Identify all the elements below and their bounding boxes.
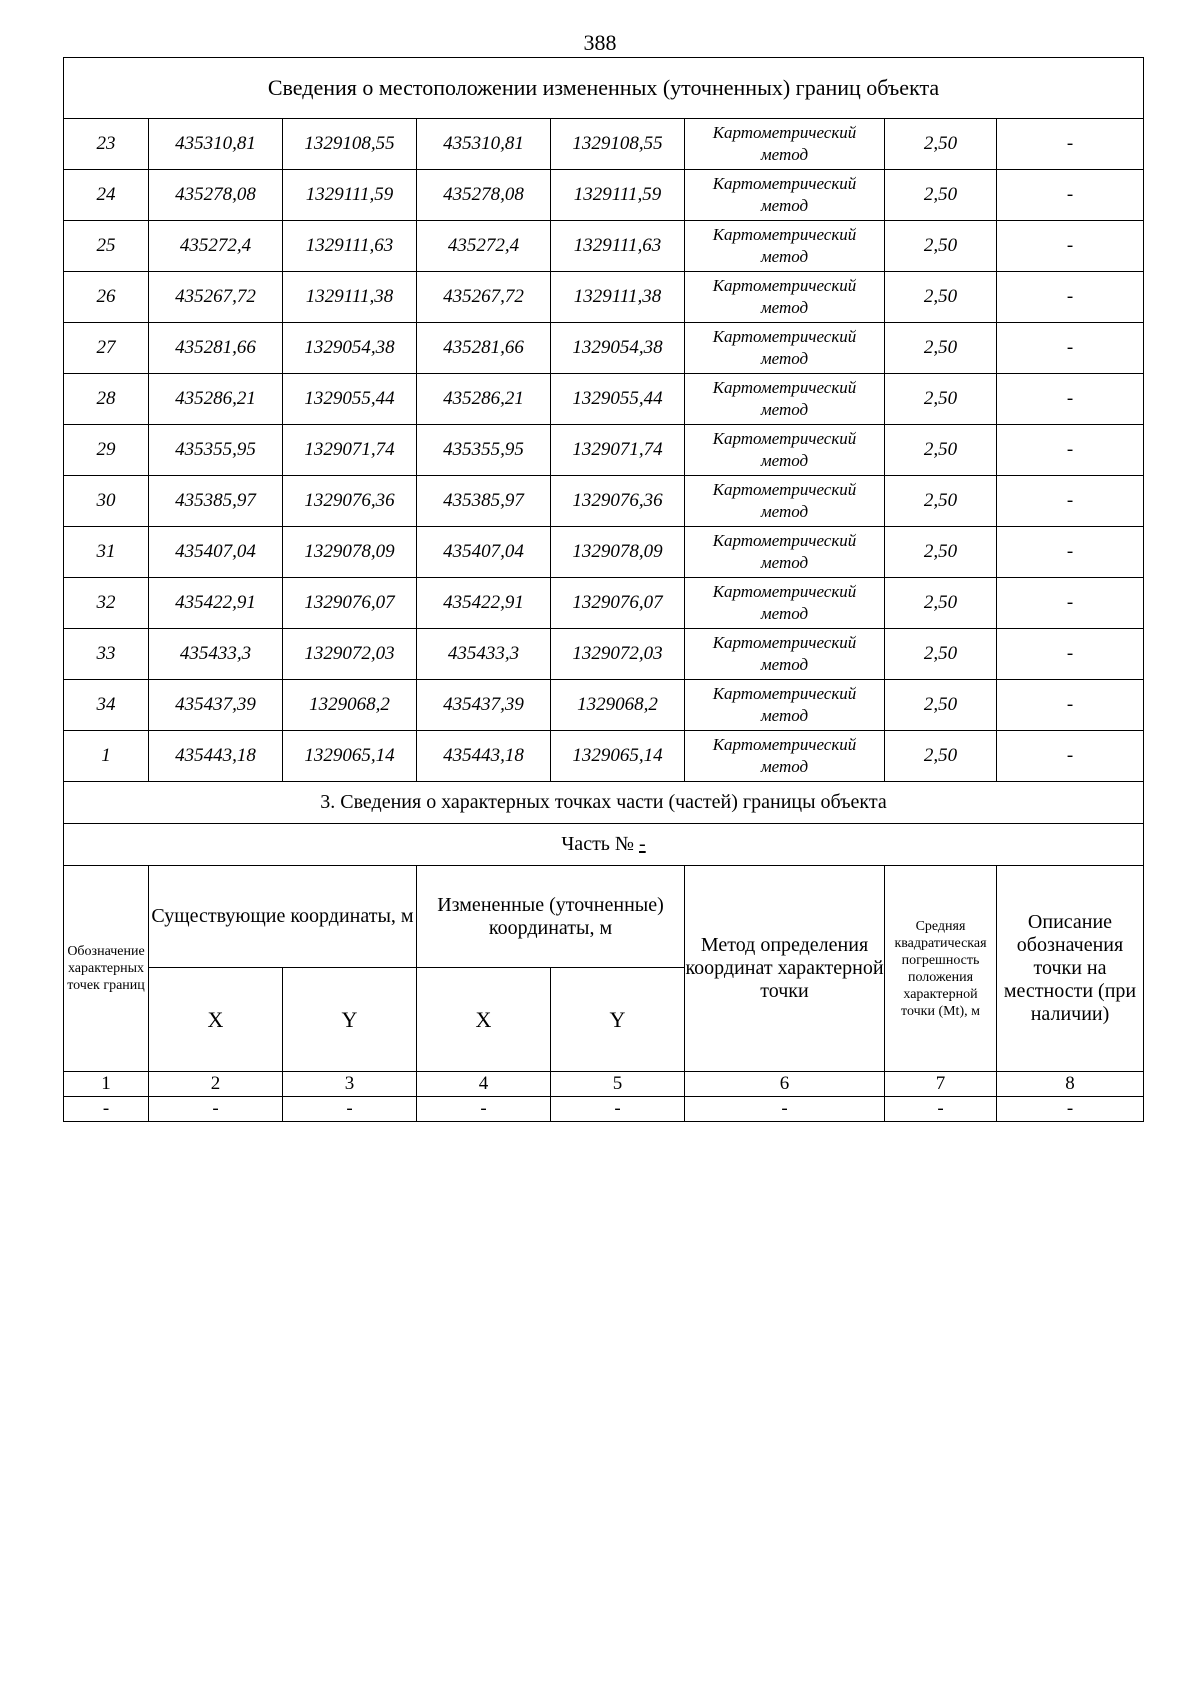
description-cell: - (997, 221, 1144, 272)
header-existing-coords: Существующие координаты, м (149, 866, 417, 968)
column-number-cell: 4 (417, 1072, 551, 1097)
boundary-table (63, 57, 1144, 1122)
description-cell: - (997, 680, 1144, 731)
empty-cell: - (685, 1097, 885, 1122)
method-line: Картометрический (712, 327, 857, 346)
method-line: метод (760, 553, 809, 572)
y-changed-cell: 1329065,14 (551, 731, 685, 782)
x-changed-cell: 435267,72 (417, 272, 551, 323)
table-row (64, 527, 1144, 578)
header-x-changed: X (417, 968, 551, 1072)
mt-cell: 2,50 (885, 170, 997, 221)
x-existing-cell: 435355,95 (149, 425, 283, 476)
y-existing-cell: 1329078,09 (283, 527, 417, 578)
method-line: метод (760, 502, 809, 521)
y-changed-cell: 1329078,09 (551, 527, 685, 578)
method-line: Картометрический (712, 531, 857, 550)
point-cell: 23 (64, 119, 149, 170)
y-changed-cell: 1329076,07 (551, 578, 685, 629)
x-changed-cell: 435443,18 (417, 731, 551, 782)
header-method: Метод определения координат характерной точки (685, 866, 885, 1072)
header-changed-coords: Измененные (уточненные) координаты, м (417, 866, 685, 968)
column-number-row (64, 1072, 1144, 1097)
method-line: метод (760, 298, 809, 317)
point-cell: 24 (64, 170, 149, 221)
mt-cell: 2,50 (885, 374, 997, 425)
x-existing-cell: 435385,97 (149, 476, 283, 527)
table-row (64, 272, 1144, 323)
method-line: Картометрический (712, 276, 857, 295)
mt-cell: 2,50 (885, 272, 997, 323)
header-y-existing: Y (283, 968, 417, 1072)
point-cell: 32 (64, 578, 149, 629)
method-line: метод (760, 706, 809, 725)
x-changed-cell: 435310,81 (417, 119, 551, 170)
method-line: Картометрический (712, 225, 857, 244)
table-title-row (64, 58, 1144, 119)
x-changed-cell: 435437,39 (417, 680, 551, 731)
method-cell (685, 170, 885, 221)
x-existing-cell: 435310,81 (149, 119, 283, 170)
column-number-cell: 1 (64, 1072, 149, 1097)
table-row (64, 170, 1144, 221)
point-cell: 27 (64, 323, 149, 374)
table-row (64, 323, 1144, 374)
method-line: метод (760, 349, 809, 368)
mt-cell: 2,50 (885, 680, 997, 731)
y-existing-cell: 1329065,14 (283, 731, 417, 782)
method-cell (685, 629, 885, 680)
y-existing-cell: 1329108,55 (283, 119, 417, 170)
y-changed-cell: 1329111,63 (551, 221, 685, 272)
point-cell: 30 (64, 476, 149, 527)
x-changed-cell: 435281,66 (417, 323, 551, 374)
y-changed-cell: 1329068,2 (551, 680, 685, 731)
method-line: метод (760, 655, 809, 674)
method-line: метод (760, 247, 809, 266)
x-existing-cell: 435407,04 (149, 527, 283, 578)
x-existing-cell: 435443,18 (149, 731, 283, 782)
method-line: Картометрический (712, 378, 857, 397)
method-cell (685, 578, 885, 629)
mt-cell: 2,50 (885, 629, 997, 680)
method-line: Картометрический (712, 582, 857, 601)
method-line: метод (760, 757, 809, 776)
x-existing-cell: 435433,3 (149, 629, 283, 680)
x-changed-cell: 435433,3 (417, 629, 551, 680)
y-changed-cell: 1329072,03 (551, 629, 685, 680)
column-number-cell: 3 (283, 1072, 417, 1097)
column-number-cell: 5 (551, 1072, 685, 1097)
table-row (64, 578, 1144, 629)
mt-cell: 2,50 (885, 527, 997, 578)
point-cell: 33 (64, 629, 149, 680)
table-row (64, 731, 1144, 782)
y-changed-cell: 1329111,38 (551, 272, 685, 323)
table-row (64, 476, 1144, 527)
column-number-cell: 2 (149, 1072, 283, 1097)
description-cell: - (997, 272, 1144, 323)
x-existing-cell: 435272,4 (149, 221, 283, 272)
point-cell: 28 (64, 374, 149, 425)
part-row (64, 824, 1144, 866)
method-cell (685, 221, 885, 272)
method-line: метод (760, 196, 809, 215)
table-row (64, 629, 1144, 680)
point-cell: 31 (64, 527, 149, 578)
x-changed-cell: 435385,97 (417, 476, 551, 527)
mt-cell: 2,50 (885, 119, 997, 170)
empty-cell: - (997, 1097, 1144, 1122)
x-changed-cell: 435278,08 (417, 170, 551, 221)
column-number-cell: 8 (997, 1072, 1144, 1097)
description-cell: - (997, 374, 1144, 425)
method-line: Картометрический (712, 480, 857, 499)
description-cell: - (997, 476, 1144, 527)
y-existing-cell: 1329111,38 (283, 272, 417, 323)
page-number: 388 (583, 30, 617, 55)
part-label: Часть № (561, 833, 635, 855)
empty-cell: - (64, 1097, 149, 1122)
column-number-cell: 6 (685, 1072, 885, 1097)
y-existing-cell: 1329076,36 (283, 476, 417, 527)
method-line: Картометрический (712, 735, 857, 754)
mt-cell: 2,50 (885, 221, 997, 272)
method-cell (685, 731, 885, 782)
header-point-designation: Обозначение характерных точек границ (64, 866, 149, 1072)
point-cell: 1 (64, 731, 149, 782)
point-cell: 26 (64, 272, 149, 323)
empty-cell: - (149, 1097, 283, 1122)
y-changed-cell: 1329108,55 (551, 119, 685, 170)
header-y-changed: Y (551, 968, 685, 1072)
method-line: Картометрический (712, 684, 857, 703)
table-row (64, 374, 1144, 425)
x-changed-cell: 435407,04 (417, 527, 551, 578)
method-line: Картометрический (712, 429, 857, 448)
x-existing-cell: 435422,91 (149, 578, 283, 629)
header-row (64, 866, 1144, 968)
description-cell: - (997, 731, 1144, 782)
x-existing-cell: 435267,72 (149, 272, 283, 323)
method-line: метод (760, 451, 809, 470)
header-mt: Средняя квадратическая погрешность положения характерной точки (Mt), м (885, 866, 997, 1072)
y-changed-cell: 1329111,59 (551, 170, 685, 221)
part-cell (64, 824, 1144, 866)
empty-cell: - (551, 1097, 685, 1122)
description-cell: - (997, 323, 1144, 374)
x-changed-cell: 435272,4 (417, 221, 551, 272)
y-existing-cell: 1329055,44 (283, 374, 417, 425)
y-changed-cell: 1329054,38 (551, 323, 685, 374)
y-existing-cell: 1329068,2 (283, 680, 417, 731)
point-cell: 34 (64, 680, 149, 731)
y-existing-cell: 1329111,63 (283, 221, 417, 272)
method-line: метод (760, 145, 809, 164)
part-value: - (639, 833, 646, 855)
table-title: Сведения о местоположении измененных (уточненных) границ объекта (64, 58, 1144, 119)
y-existing-cell: 1329111,59 (283, 170, 417, 221)
method-cell (685, 374, 885, 425)
section-title: 3. Сведения о характерных точках части (частей) границы объекта (64, 782, 1144, 824)
mt-cell: 2,50 (885, 425, 997, 476)
table-row (64, 221, 1144, 272)
point-cell: 25 (64, 221, 149, 272)
x-existing-cell: 435286,21 (149, 374, 283, 425)
method-cell (685, 323, 885, 374)
method-line: Картометрический (712, 174, 857, 193)
y-existing-cell: 1329076,07 (283, 578, 417, 629)
x-existing-cell: 435437,39 (149, 680, 283, 731)
method-line: метод (760, 604, 809, 623)
y-changed-cell: 1329055,44 (551, 374, 685, 425)
table-row (64, 119, 1144, 170)
section-title-row (64, 782, 1144, 824)
empty-cell: - (283, 1097, 417, 1122)
description-cell: - (997, 425, 1144, 476)
x-existing-cell: 435278,08 (149, 170, 283, 221)
table-row (64, 425, 1144, 476)
x-changed-cell: 435286,21 (417, 374, 551, 425)
method-line: Картометрический (712, 123, 857, 142)
description-cell: - (997, 578, 1144, 629)
method-cell (685, 119, 885, 170)
method-cell (685, 680, 885, 731)
y-changed-cell: 1329071,74 (551, 425, 685, 476)
header-description: Описание обозначения точки на местности (при наличии) (997, 866, 1144, 1072)
y-existing-cell: 1329072,03 (283, 629, 417, 680)
point-cell: 29 (64, 425, 149, 476)
table-row (64, 680, 1144, 731)
x-existing-cell: 435281,66 (149, 323, 283, 374)
mt-cell: 2,50 (885, 476, 997, 527)
y-changed-cell: 1329076,36 (551, 476, 685, 527)
description-cell: - (997, 170, 1144, 221)
description-cell: - (997, 119, 1144, 170)
x-changed-cell: 435355,95 (417, 425, 551, 476)
description-cell: - (997, 629, 1144, 680)
method-cell (685, 476, 885, 527)
method-line: Картометрический (712, 633, 857, 652)
description-cell: - (997, 527, 1144, 578)
x-changed-cell: 435422,91 (417, 578, 551, 629)
method-cell (685, 425, 885, 476)
method-line: метод (760, 400, 809, 419)
table-row (64, 1097, 1144, 1122)
y-existing-cell: 1329054,38 (283, 323, 417, 374)
header-x-existing: X (149, 968, 283, 1072)
y-existing-cell: 1329071,74 (283, 425, 417, 476)
method-cell (685, 527, 885, 578)
method-cell (685, 272, 885, 323)
empty-cell: - (885, 1097, 997, 1122)
mt-cell: 2,50 (885, 578, 997, 629)
column-number-cell: 7 (885, 1072, 997, 1097)
mt-cell: 2,50 (885, 323, 997, 374)
mt-cell: 2,50 (885, 731, 997, 782)
empty-cell: - (417, 1097, 551, 1122)
